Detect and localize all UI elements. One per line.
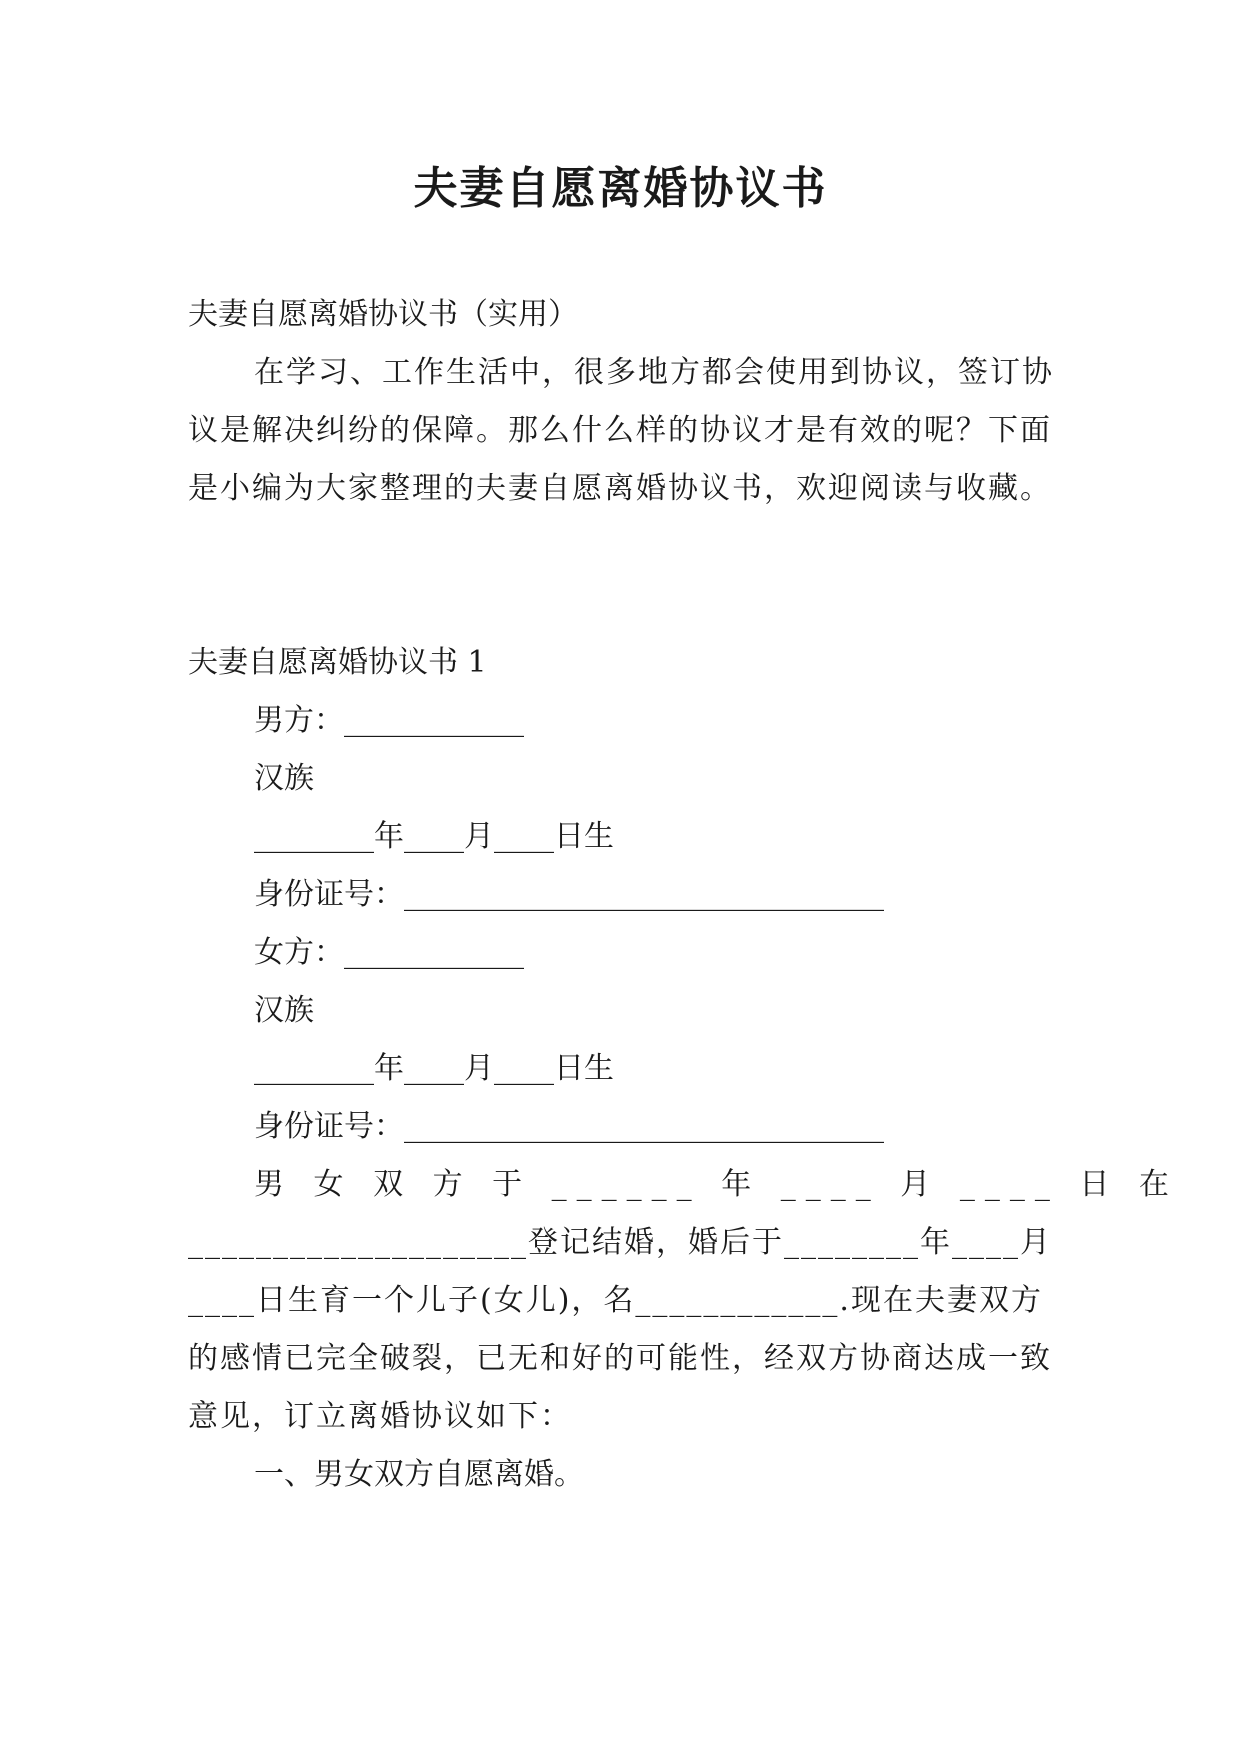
document-body — [188, 286, 1179, 1504]
female-ethnicity: 汉族 — [254, 993, 314, 1028]
male-birth-line: ________年____月____日生 — [254, 819, 614, 854]
marriage-paragraph: ____________________登记结婚，婚后于________年____月____日生育一个儿子(女儿)，名____________.现在夫妻双方的感情已完全破裂，已无和好的可能性，经双方协商达成一致意见，订立离婚协议如下： — [188, 1225, 1052, 1434]
clause-1: 一、男女双方自愿离婚。 — [254, 1457, 584, 1492]
male-id-line: 身份证号：________________________________ — [254, 877, 884, 912]
spacer — [188, 518, 1060, 634]
female-birth-line: ________年____月____日生 — [254, 1051, 614, 1086]
intro-paragraph: 在学习、工作生活中，很多地方都会使用到协议，签订协议是解决纠纷的保障。那么什么样的协议才是有效的呢？下面是小编为大家整理的夫妻自愿离婚协议书，欢迎阅读与收藏。 — [188, 355, 1054, 506]
section-heading: 夫妻自愿离婚协议书 1 — [188, 645, 487, 680]
female-id-line: 身份证号：________________________________ — [254, 1109, 884, 1144]
subtitle: 夫妻自愿离婚协议书（实用） — [188, 297, 578, 332]
document-title: 夫妻自愿离婚协议书 — [413, 163, 828, 214]
male-ethnicity: 汉族 — [254, 761, 314, 796]
marriage-line-first: 男 女 双 方 于 ______ 年 ____ 月 ____ 日 在 — [254, 1167, 1179, 1202]
female-name-line: 女方：____________ — [254, 935, 524, 970]
male-name-line: 男方：____________ — [254, 703, 524, 738]
